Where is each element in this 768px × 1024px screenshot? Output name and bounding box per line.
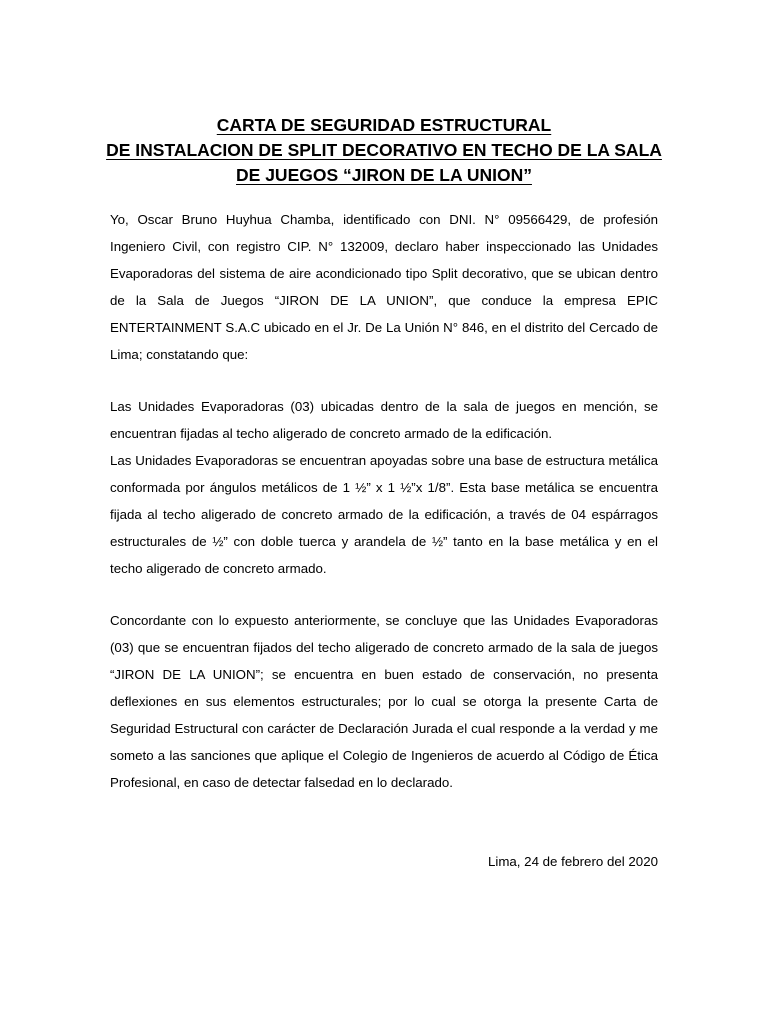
intro-paragraph: Yo, Oscar Bruno Huyhua Chamba, identificado con DNI. N° 09566429, de profesión Ingeniero Civil, con registro CIP. N° 132009, declaro haber inspeccionado las Unidades Evaporadoras del sistema de aire acondicionado tipo Split decorativo, que se ubican dentro de la Sala de Juegos “JIRON DE LA UNION”, que conduce la empresa EPIC ENTERTAINMENT S.A.C ubicado en el Jr. De La Unión N° 846, en el distrito del Cercado de Lima; constatando que: xyxy=(110,212,658,362)
units-fixed-paragraph: Las Unidades Evaporadoras (03) ubicadas dentro de la sala de juegos en mención, se encuentran fijadas al techo aligerado de concreto armado de la edificación. xyxy=(110,399,658,441)
title-line-1: CARTA DE SEGURIDAD ESTRUCTURAL xyxy=(216,115,552,135)
title-line-3: DE JUEGOS “JIRON DE LA UNION” xyxy=(236,165,532,185)
units-base-paragraph: Las Unidades Evaporadoras se encuentran apoyadas sobre una base de estructura metálica conformada por ángulos metálicos de 1 ½” x 1 ½”x 1/8”. Esta base metálica se encuentra fijada al techo aligerado de concreto armado de la edificación, a través de 04 espárragos estructurales de ½” con doble tuerca y arandela de ½” tanto en la base metálica y en el techo aligerado de concreto armado. xyxy=(110,453,658,576)
date-line: Lima, 24 de febrero del 2020 xyxy=(487,854,658,869)
title-line-2: DE INSTALACION DE SPLIT DECORATIVO EN TECHO DE LA SALA xyxy=(106,140,662,160)
conclusion-paragraph: Concordante con lo expuesto anteriormente, se concluye que las Unidades Evaporadoras (03) que se encuentran fijados del techo aligerado de concreto armado de la sala de juegos “JIRON DE LA UNION”; se encuentra en buen estado de conservación, no presenta deflexiones en sus elementos estructurales; por lo cual se otorga la presente Carta de Seguridad Estructural con carácter de Declaración Jurada el cual responde a la verdad y me someto a las sanciones que aplique el Colegio de Ingenieros de acuerdo al Código de Ética Profesional, en caso de detectar falsedad en lo declarado. xyxy=(110,613,658,790)
document-title xyxy=(100,113,668,188)
